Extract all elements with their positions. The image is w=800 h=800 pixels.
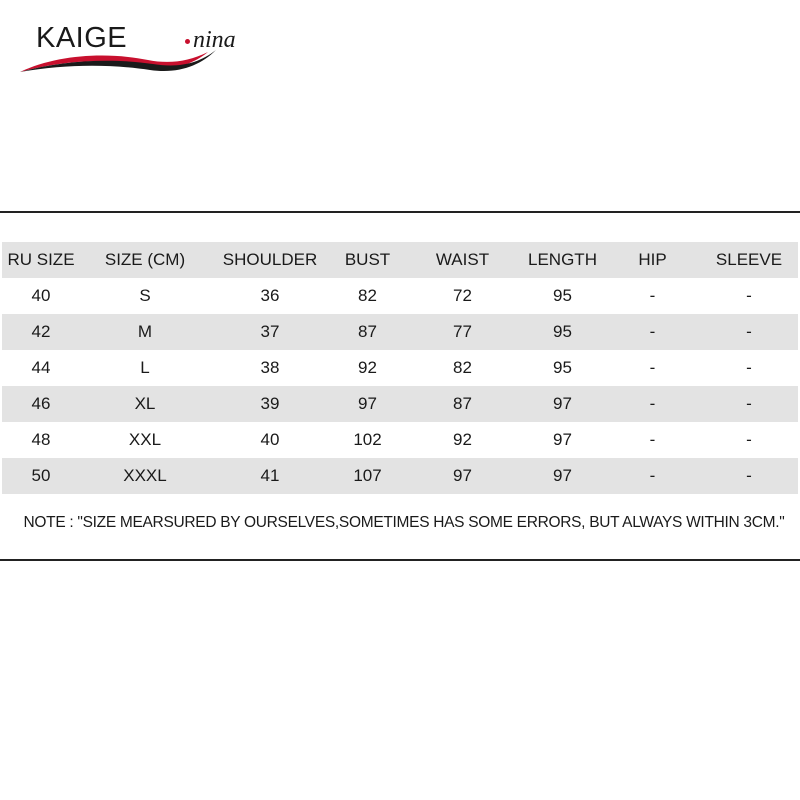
table-row [2, 314, 798, 350]
cell-sleeve: - [746, 286, 752, 305]
cell-ru-size: 50 [31, 466, 51, 485]
cell-bust: 87 [358, 322, 377, 341]
cell-size: M [137, 322, 153, 341]
brand-name: KAIGE [36, 22, 128, 54]
cell-bust: 107 [353, 466, 382, 485]
cell-ru-size: 48 [31, 430, 51, 449]
header-sleeve: SLEEVE [715, 250, 783, 269]
cell-hip: - [649, 394, 656, 413]
table-row [2, 458, 798, 494]
cell-waist: 72 [453, 286, 472, 305]
cell-bust: 97 [358, 394, 377, 413]
header-bust: BUST [344, 250, 391, 269]
table-row [2, 386, 798, 422]
brand-logo [18, 22, 258, 74]
cell-sleeve: - [746, 322, 752, 341]
table-row [2, 350, 798, 386]
size-note: NOTE : "SIZE MEARSURED BY OURSELVES,SOMETIMES HAS SOME ERRORS, BUT ALWAYS WITHIN 3CM." [23, 514, 785, 531]
cell-waist: 82 [453, 358, 472, 377]
brand-sub: nina [193, 27, 236, 53]
cell-hip: - [649, 358, 656, 377]
table-row [2, 422, 798, 458]
cell-size: XXXL [123, 466, 167, 485]
cell-shoulder: 40 [260, 430, 280, 449]
cell-shoulder: 38 [260, 358, 280, 377]
header-shoulder: SHOULDER [222, 250, 318, 269]
cell-ru-size: 42 [31, 322, 51, 341]
cell-bust: 102 [353, 430, 382, 449]
header-hip: HIP [638, 250, 667, 269]
cell-ru-size: 40 [31, 286, 51, 305]
cell-length: 97 [553, 466, 572, 485]
cell-size: S [139, 286, 151, 305]
size-chart-table [2, 242, 798, 494]
cell-shoulder: 41 [260, 466, 280, 485]
header-ru-size: RU SIZE [7, 250, 75, 269]
cell-waist: 87 [453, 394, 472, 413]
cell-sleeve: - [746, 466, 752, 485]
cell-size: L [140, 358, 150, 377]
cell-length: 95 [553, 322, 572, 341]
cell-length: 95 [553, 358, 572, 377]
cell-hip: - [649, 430, 656, 449]
cell-hip: - [649, 286, 656, 305]
bottom-divider [0, 559, 800, 561]
cell-length: 97 [553, 430, 572, 449]
header-size-cm: SIZE (CM) [104, 250, 186, 269]
table-row [2, 278, 798, 314]
brand-dot [185, 39, 190, 44]
cell-waist: 97 [453, 466, 472, 485]
cell-waist: 92 [453, 430, 472, 449]
cell-size: XXL [128, 430, 162, 449]
header-waist: WAIST [435, 250, 490, 269]
cell-length: 95 [553, 286, 572, 305]
cell-length: 97 [553, 394, 572, 413]
cell-hip: - [649, 322, 656, 341]
cell-bust: 92 [358, 358, 377, 377]
cell-sleeve: - [746, 430, 752, 449]
cell-shoulder: 39 [260, 394, 280, 413]
cell-sleeve: - [746, 394, 752, 413]
cell-sleeve: - [746, 358, 752, 377]
cell-ru-size: 44 [31, 358, 51, 377]
top-divider [0, 211, 800, 213]
cell-shoulder: 36 [260, 286, 280, 305]
cell-hip: - [649, 466, 656, 485]
cell-shoulder: 37 [260, 322, 280, 341]
header-length: LENGTH [528, 250, 597, 269]
cell-waist: 77 [453, 322, 472, 341]
swoosh-icon [18, 46, 218, 76]
cell-size: XL [134, 394, 156, 413]
cell-bust: 82 [358, 286, 377, 305]
table-header-row [2, 242, 798, 278]
cell-ru-size: 46 [31, 394, 51, 413]
